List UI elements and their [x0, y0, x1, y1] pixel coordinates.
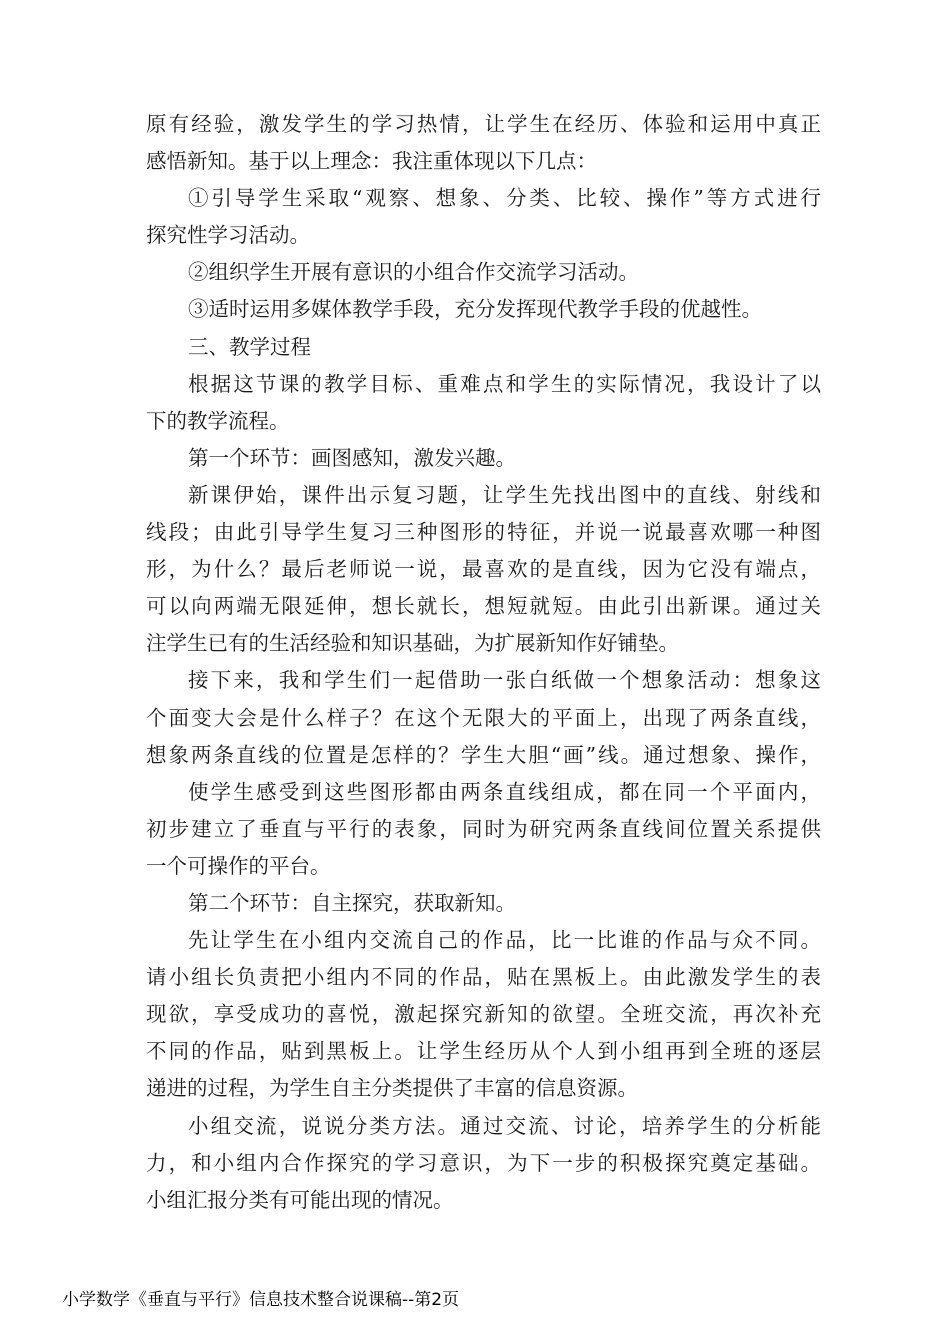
text-line: ①引导学生采取“观察、想象、分类、比较、操作”等方式进行: [188, 186, 821, 211]
text-line: 可以向两端无限延伸，想长就长，想短就短。由此引出新课。通过关: [146, 594, 821, 619]
text-line: 下的教学流程。: [146, 408, 290, 433]
text-line: 小组交流，说说分类方法。通过交流、讨论，培养学生的分析能: [188, 1113, 821, 1138]
text-line: 形，为什么？最后老师说一说，最喜欢的是直线，因为它没有端点，: [146, 557, 821, 582]
text-line: 力，和小组内合作探究的学习意识，为下一步的积极探究奠定基础。: [146, 1150, 821, 1175]
text-line: 探究性学习活动。: [146, 223, 310, 248]
text-line: 个面变大会是什么样子？在这个无限大的平面上，出现了两条直线，: [146, 705, 821, 730]
text-line: 先让学生在小组内交流自己的作品，比一比谁的作品与众不同。: [188, 928, 821, 953]
text-line: ②组织学生开展有意识的小组合作交流学习活动。: [188, 260, 639, 285]
text-line: 一个可操作的平台。: [146, 853, 331, 878]
text-line: 现欲，享受成功的喜悦，激起探究新知的欲望。全班交流，再次补充: [146, 1002, 821, 1027]
document-body: [146, 106, 821, 1219]
text-line: 第二个环节：自主探究，获取新知。: [188, 890, 516, 915]
text-line: 不同的作品，贴到黑板上。让学生经历从个人到小组再到全班的逐层: [146, 1039, 821, 1064]
text-line: 请小组长负责把小组内不同的作品，贴在黑板上。由此激发学生的表: [146, 965, 821, 990]
text-line: 初步建立了垂直与平行的表象，同时为研究两条直线间位置关系提供: [146, 816, 821, 841]
text-line: 想象两条直线的位置是怎样的？学生大胆“画”线。通过想象、操作，: [146, 742, 821, 767]
text-line: ③适时运用多媒体教学手段，充分发挥现代教学手段的优越性。: [188, 297, 762, 322]
text-line: 新课伊始，课件出示复习题，让学生先找出图中的直线、射线和: [188, 482, 821, 507]
text-line: 第一个环节：画图感知，激发兴趣。: [188, 445, 516, 470]
text-line: 接下来，我和学生们一起借助一张白纸做一个想象活动：想象这: [188, 668, 821, 693]
text-line: 递进的过程，为学生自主分类提供了丰富的信息资源。: [146, 1076, 638, 1101]
text-line: 小组汇报分类有可能出现的情况。: [146, 1187, 454, 1212]
text-line: 原有经验，激发学生的学习热情，让学生在经历、体验和运用中真正: [146, 112, 821, 136]
text-line: 线段；由此引导学生复习三种图形的特征，并说一说最喜欢哪一种图: [146, 520, 821, 545]
text-line: 感悟新知。基于以上理念：我注重体现以下几点：: [146, 149, 597, 174]
text-line: 注学生已有的生活经验和知识基础，为扩展新知作好铺垫。: [146, 631, 679, 656]
page-footer: 小学数学《垂直与平行》信息技术整合说课稿--第2页: [62, 1290, 460, 1310]
text-line: 根据这节课的教学目标、重难点和学生的实际情况，我设计了以: [188, 371, 821, 396]
text-line: 三、教学过程: [188, 334, 311, 359]
text-line: 使学生感受到这些图形都由两条直线组成，都在同一个平面内，: [188, 779, 821, 804]
